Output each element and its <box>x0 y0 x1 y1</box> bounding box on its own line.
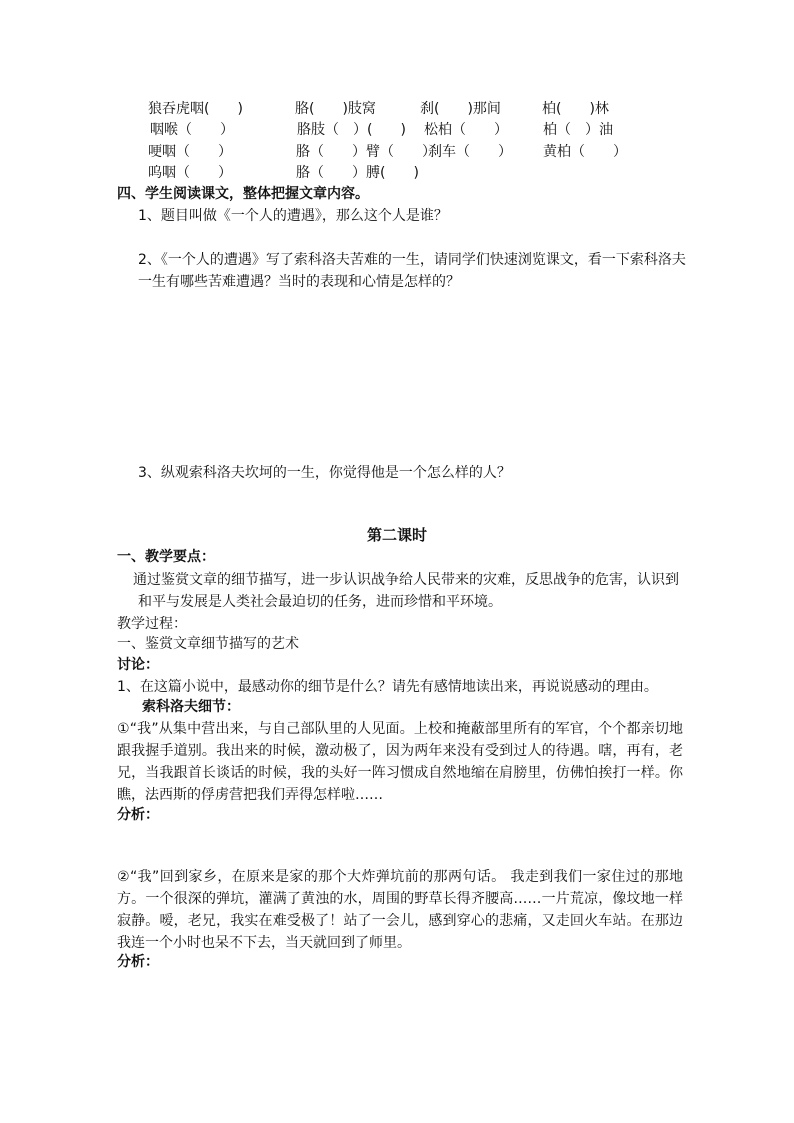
teaching-points-line-1: 通过鉴赏文章的细节描写，进一步认识战争给人民带来的灾难，反思战争的危害，认识到 <box>133 572 679 588</box>
word-item: 胳肢（ ）( ) <box>297 122 406 138</box>
word-item: 胳（ ）膊( ) <box>296 165 419 181</box>
word-item: 柏（ ）油 <box>543 122 613 138</box>
discussion-question: 1、在这篇小说中，最感动你的细节是什么？请先有感情地读出来，再说说感动的理由。 <box>117 679 658 695</box>
section-heading: 四、学生阅读课文，整体把握文章内容。 <box>117 186 369 202</box>
section-heading: 一、教学要点： <box>117 549 215 565</box>
word-item: 松柏（ ） <box>424 122 508 138</box>
word-item: 刹车（ ） <box>428 144 512 160</box>
word-item: 黄柏（ ） <box>543 144 627 160</box>
detail-paragraph-2: ②“我”回到家乡，在原来是家的那个大炸弹坑前的那两句话。 我走到我们一家住过的那地方。一个很深的弹坑，灌满了黄浊的水，周围的野草长得齐腰高……一片荒凉，像坟地一样寂静。嗳，老兄，我实在难受极了！站了一会儿，感到穿心的悲痛，又走回火车站。在那边我连一个小时也呆不下去，当天就回到了师里。 <box>117 869 683 951</box>
analysis-label: 分析： <box>117 954 159 970</box>
question-2-line-1: 2、《一个人的遭遇》写了索科洛夫苦难的一生，请同学们快速浏览课文，看一下索科洛夫 <box>138 252 686 268</box>
word-item: 咽喉（ ） <box>150 122 234 138</box>
question-2-line-2: 一生有哪些苦难遭遇？当时的表现和心情是怎样的？ <box>138 274 460 290</box>
word-item: 刹( )那间 <box>420 101 501 117</box>
question-3: 3、纵观索科洛夫坎坷的一生，你觉得他是一个怎么样的人？ <box>138 465 511 481</box>
word-item: 胳（ ）臂（ ） <box>296 144 436 160</box>
analysis-label: 分析： <box>117 807 159 823</box>
page-title: 第二课时 <box>366 526 427 544</box>
subsection-heading: 一、鉴赏文章细节描写的艺术 <box>117 636 299 652</box>
teaching-points-line-2: 和平与发展是人类社会最迫切的任务，进而珍惜和平环境。 <box>138 594 502 610</box>
word-item: 呜咽（ ） <box>148 165 232 181</box>
word-item: 狼吞虎咽( ) <box>148 101 243 117</box>
teaching-process-label: 教学过程： <box>117 616 187 632</box>
discussion-label: 讨论： <box>117 657 159 673</box>
detail-heading: 索科洛夫细节： <box>142 699 240 715</box>
detail-paragraph-1: ①“我”从集中营出来，与自己部队里的人见面。上校和掩蔽部里所有的军官，个个都亲切地跟我握手道别。我出来的时候，激动极了，因为两年来没有受到过人的待遇。嗐，再有，老兄，当我跟首长谈话的时候，我的头好一阵习惯成自然地缩在肩膀里，仿佛怕挨打一样。你瞧，法西斯的俘虏营把我们弄得怎样啦…… <box>117 721 683 803</box>
question-1: 1、题目叫做《一个人的遭遇》，那么这个人是谁？ <box>138 208 448 224</box>
word-item: 哽咽（ ） <box>148 144 232 160</box>
word-item: 柏( )林 <box>542 101 609 117</box>
word-item: 胳( )肢窝 <box>295 101 376 117</box>
